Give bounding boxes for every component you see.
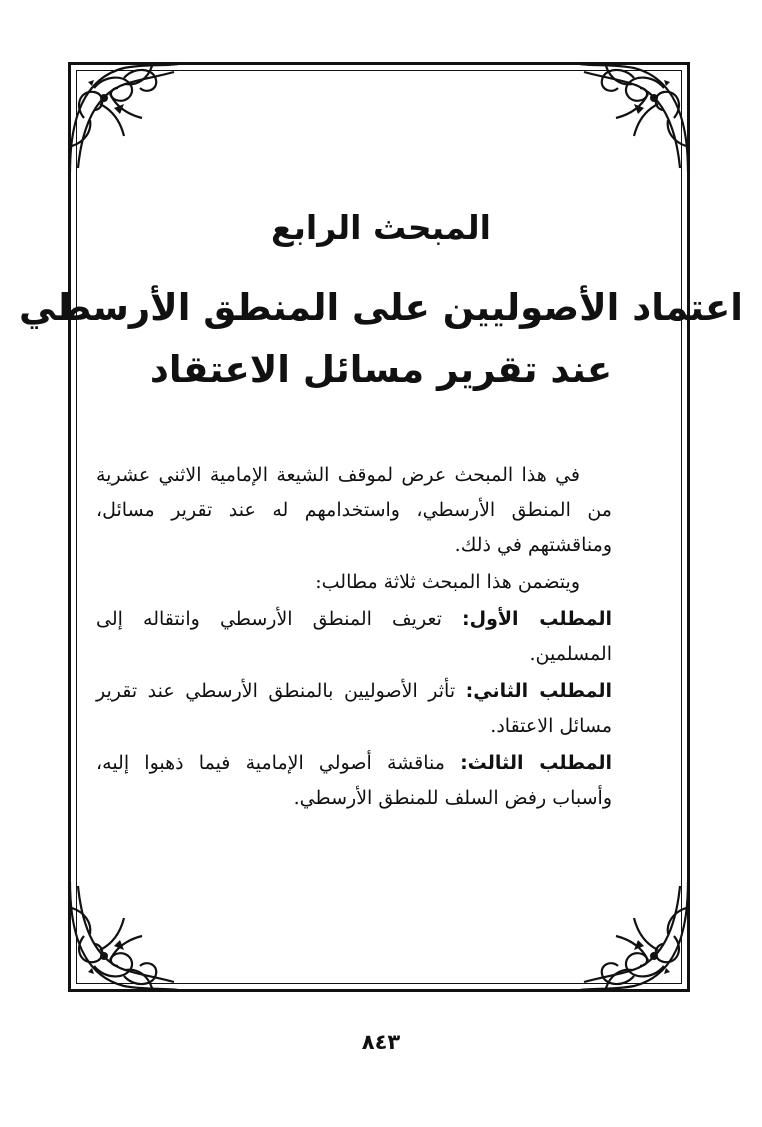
- contents-intro: ويتضمن هذا المبحث ثلاثة مطالب:: [315, 571, 580, 593]
- corner-ornament-icon: [574, 876, 694, 996]
- section-label: المبحث الرابع: [271, 208, 491, 247]
- page-title-line-1: اعتماد الأصوليين على المنطق الأرسطي: [19, 286, 743, 329]
- item-label: المطلب الثالث:: [460, 752, 612, 774]
- corner-ornament-icon: [574, 58, 694, 178]
- page-title-line-2: عند تقرير مسائل الاعتقاد: [149, 348, 613, 391]
- corner-ornament-icon: [64, 58, 184, 178]
- list-item: [96, 674, 612, 744]
- item-text: تعريف المنطق الأرسطي وانتقاله إلى المسلمين.: [96, 608, 612, 665]
- list-item: [96, 602, 612, 672]
- list-item: [96, 746, 612, 816]
- body-text: [96, 458, 612, 816]
- intro-paragraph: في هذا المبحث عرض لموقف الشيعة الإمامية الاثني عشرية من المنطق الأرسطي، واستخدامهم له عند تقرير مسائل، ومناقشتهم في ذلك.: [96, 464, 612, 556]
- item-label: المطلب الأول:: [462, 608, 612, 630]
- page-number: ٨٤٣: [361, 1030, 401, 1054]
- item-label: المطلب الثاني:: [465, 680, 612, 702]
- corner-ornament-icon: [64, 876, 184, 996]
- item-text: تأثر الأصوليين بالمنطق الأرسطي عند تقرير مسائل الاعتقاد.: [96, 680, 612, 737]
- item-text: مناقشة أصولي الإمامية فيما ذهبوا إليه، وأسباب رفض السلف للمنطق الأرسطي.: [96, 752, 612, 809]
